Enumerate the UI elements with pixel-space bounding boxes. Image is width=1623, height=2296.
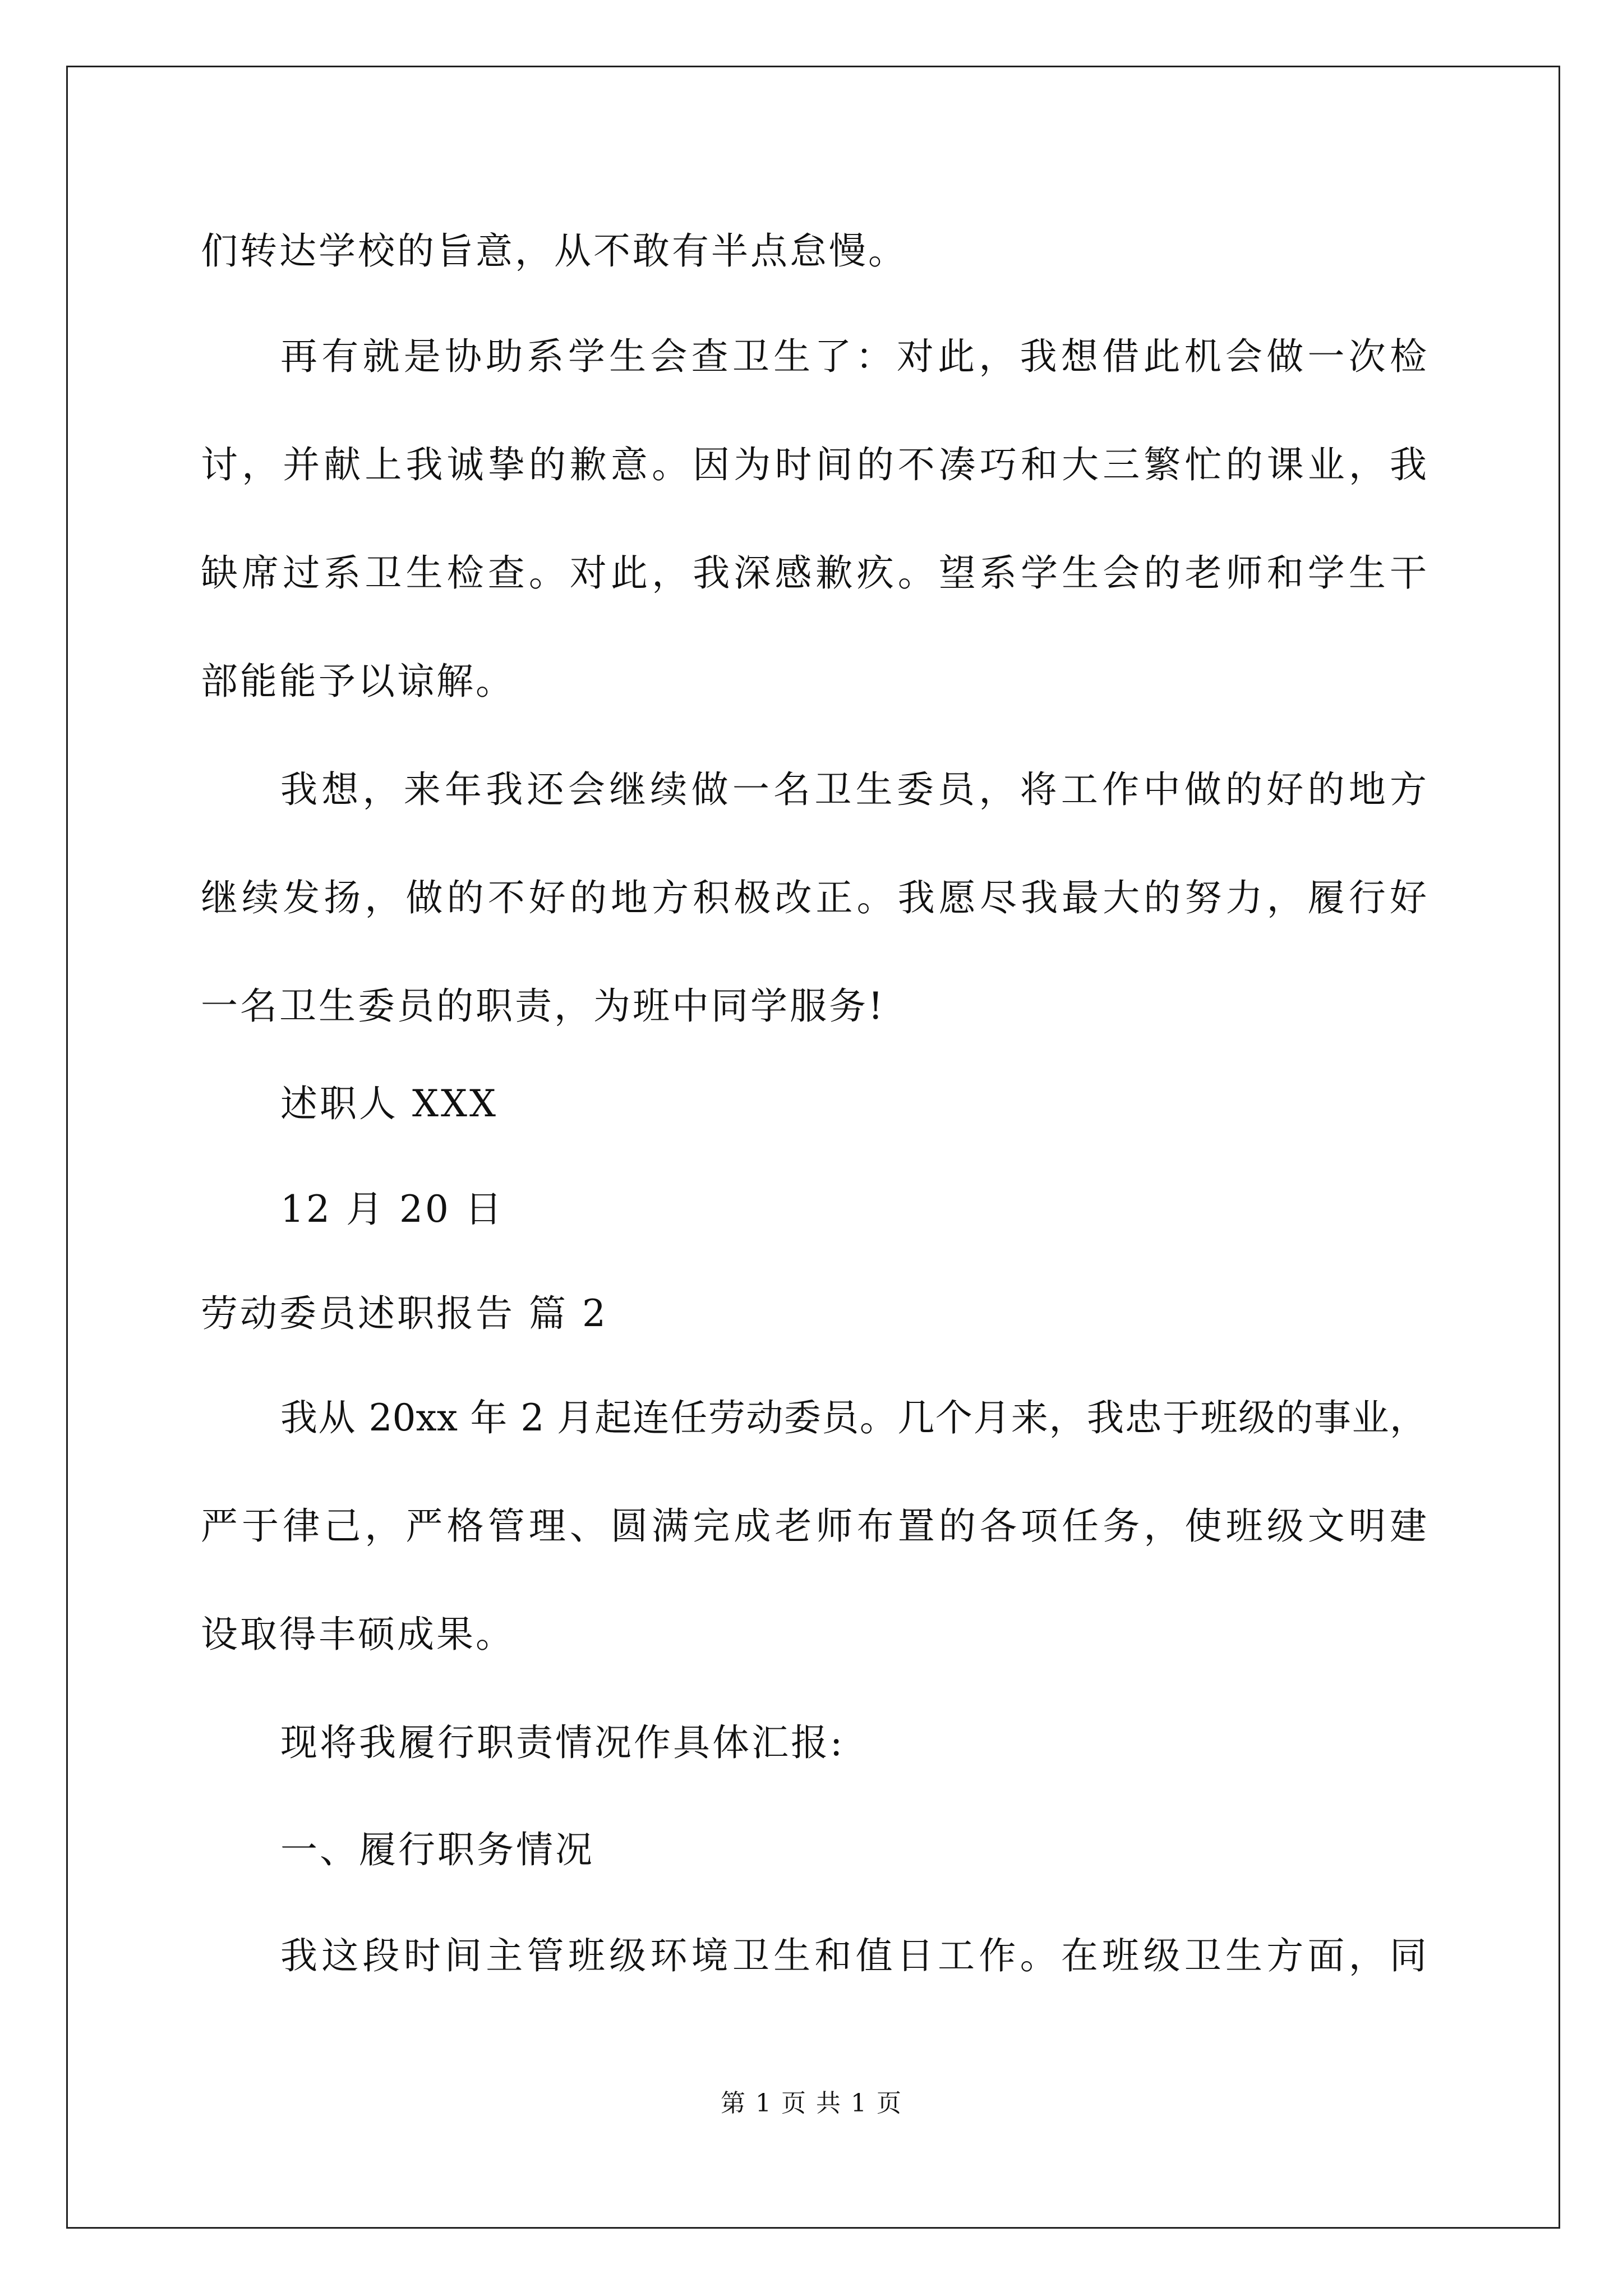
page-footer: 第 1 页 共 1 页 [721, 2089, 902, 2118]
date-line: 12 月 20 日 [280, 1188, 504, 1231]
page-border [66, 66, 1560, 2229]
text-line: 继续发扬，做的不好的地方积极改正。我愿尽我最大的努力，履行好 [201, 876, 1427, 919]
text-line: 严于律己，严格管理、圆满完成老师布置的各项任务，使班级文明建 [201, 1504, 1427, 1548]
text-line: 我想，来年我还会继续做一名卫生委员，将工作中做的好的地方 [280, 768, 1427, 811]
text-line: 再有就是协助系学生会查卫生了：对此，我想借此机会做一次检 [280, 335, 1427, 378]
text-line: 缺席过系卫生检查。对此，我深感歉疚。望系学生会的老师和学生干 [201, 551, 1427, 595]
text-line: 讨，并献上我诚挚的歉意。因为时间的不凑巧和大三繁忙的课业，我 [201, 443, 1427, 486]
text-line: 现将我履行职责情况作具体汇报: [280, 1721, 845, 1764]
text-line: 设取得丰硕成果。 [201, 1613, 515, 1656]
text-line: 一名卫生委员的职责，为班中同学服务! [201, 984, 886, 1028]
text-line: 我从 20xx 年 2 月起连任劳动委员。几个月来，我忠于班级的事业， [280, 1396, 1427, 1439]
subheading: 一、履行职务情况 [280, 1828, 594, 1871]
signature-line: 述职人 XXX [280, 1082, 498, 1125]
text-line: 部能能予以谅解。 [201, 660, 515, 703]
text-line: 们转达学校的旨意，从不敢有半点怠慢。 [201, 229, 907, 273]
text-line: 我这段时间主管班级环境卫生和值日工作。在班级卫生方面，同 [280, 1934, 1427, 1977]
section-heading: 劳动委员述职报告 篇 2 [201, 1292, 608, 1335]
